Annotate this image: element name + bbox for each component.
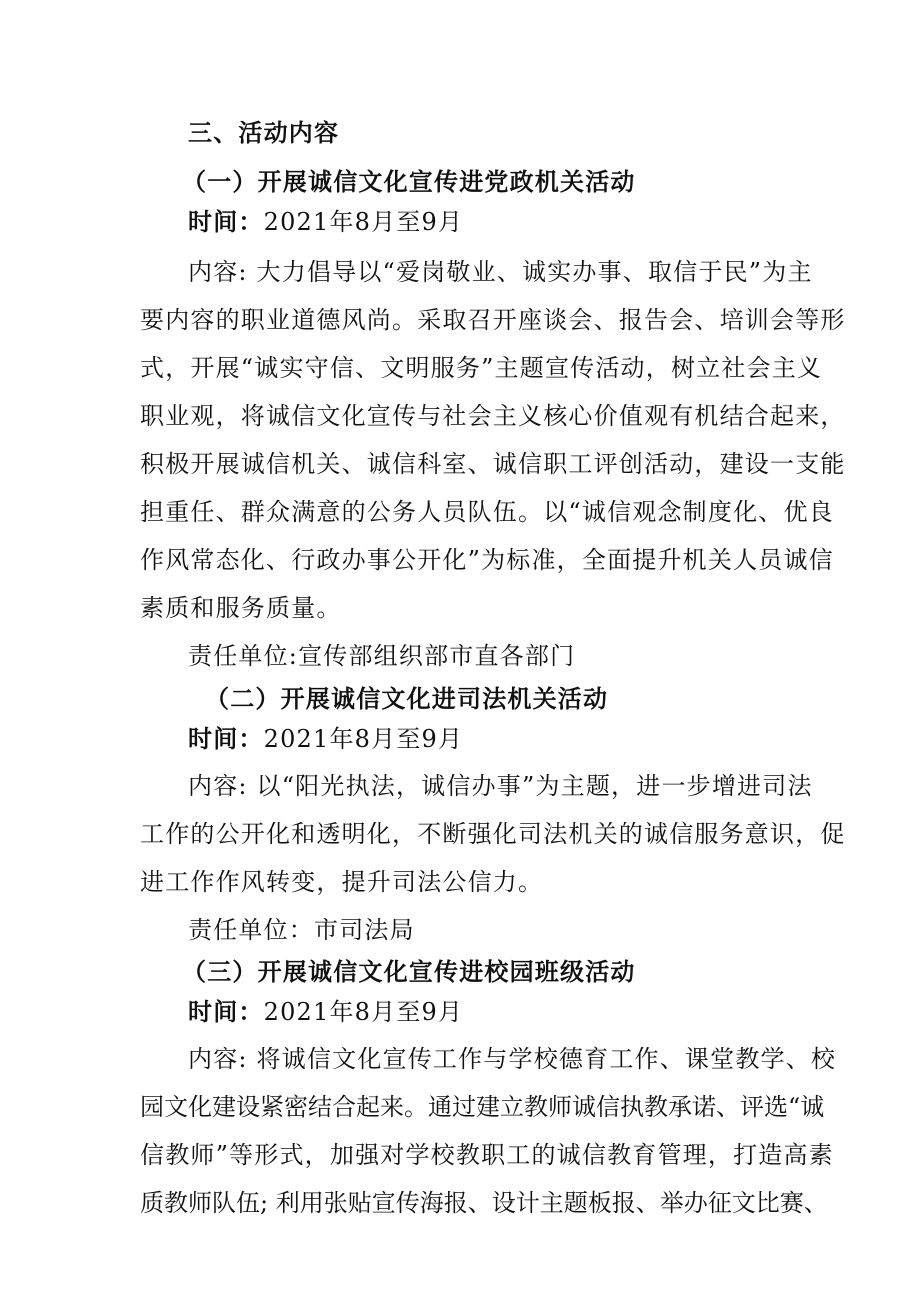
- sub1-title: （一）开展诚信文化宣传进党政机关活动: [182, 167, 636, 196]
- section-heading: 三、活动内容: [188, 118, 340, 147]
- sub3-content-line: 质教师队伍; 利用张贴宣传海报、设计主题板报、举办征文比赛、: [140, 1189, 828, 1217]
- sub1-content-line: 作风常态化、行政办事公开化”为标准，全面提升机关人员诚信: [140, 546, 834, 574]
- sub1-content-line: 要内容的职业道德风尚。采取召开座谈会、报告会、培训会等形: [140, 306, 846, 334]
- sub1-responsibility: 责任单位:宣传部组织部市直各部门: [188, 642, 576, 670]
- sub3-time-value: 2021年8月至9月: [263, 998, 464, 1026]
- sub2-time: [188, 724, 838, 754]
- sub3-time-label: 时间：: [188, 997, 264, 1026]
- sub3-content-line: 信教师”等形式，加强对学校教职工的诚信教育管理，打造高素: [140, 1141, 834, 1169]
- sub3-content-line: 园文化建设紧密结合起来。通过建立教师诚信执教承诺、评选“诚: [140, 1093, 825, 1121]
- sub1-content-line: 内容: 大力倡导以“爱岗敬业、诚实办事、取信于民”为主: [188, 258, 813, 286]
- sub2-content-line: 内容: 以“阳光执法，诚信办事”为主题，进一步增进司法: [188, 772, 813, 800]
- sub2-time-label: 时间：: [188, 724, 264, 753]
- sub3-content-line: 内容: 将诚信文化宣传工作与学校德育工作、课堂教学、校: [188, 1045, 837, 1073]
- sub1-time-value: 2021年8月至9月: [263, 208, 464, 236]
- sub1-content-line: 式，开展“诚实守信、文明服务”主题宣传活动，树立社会主义: [140, 354, 823, 382]
- sub2-content-line: 工作的公开化和透明化，不断强化司法机关的诚信服务意识，促: [140, 820, 846, 848]
- sub2-title: （二）开展诚信文化进司法机关活动: [205, 684, 609, 713]
- sub2-time-value: 2021年8月至9月: [263, 725, 464, 753]
- sub1-content-line: 积极开展诚信机关、诚信科室、诚信职工评创活动，建设一支能: [140, 450, 846, 478]
- sub2-content-line: 进工作作风转变，提升司法公信力。: [140, 868, 544, 896]
- sub1-content-line: 素质和服务质量。: [140, 594, 342, 622]
- sub1-time-label: 时间：: [188, 207, 264, 236]
- sub2-responsibility: 责任单位：市司法局: [188, 916, 415, 944]
- sub3-time: [188, 997, 838, 1027]
- sub1-content-line: 担重任、群众满意的公务人员队伍。以“诚信观念制度化、优良: [140, 498, 834, 526]
- sub3-title: （三）开展诚信文化宣传进校园班级活动: [182, 957, 636, 986]
- sub1-time: [188, 207, 838, 237]
- sub1-content-line: 职业观，将诚信文化宣传与社会主义核心价值观有机结合起来，: [140, 402, 846, 430]
